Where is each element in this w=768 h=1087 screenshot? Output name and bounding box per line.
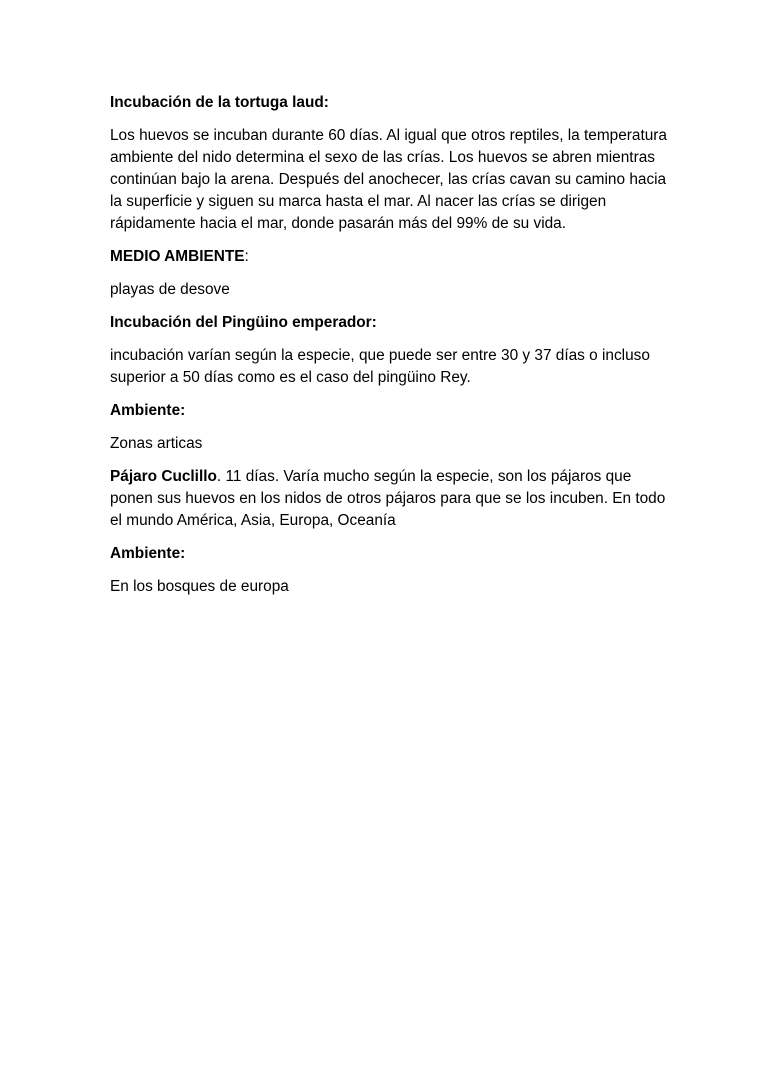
turtle-environment-heading: MEDIO AMBIENTE: [110, 248, 245, 265]
cuckoo-text: . 11 días. Varía mucho según la especie, son los pájaros que ponen sus huevos en los nidos de otros pájaros para que se los incuben. En todo el mundo América, Asia, Europa, Oceanía: [110, 468, 666, 529]
cuckoo-environment-heading: Ambiente:: [110, 545, 186, 562]
turtle-environment-colon: :: [244, 248, 249, 265]
cuckoo-name: Pájaro Cuclillo: [110, 468, 217, 485]
turtle-incubation-heading: Incubación de la tortuga laud:: [110, 94, 329, 111]
cuckoo-environment-text: En los bosques de europa: [110, 578, 289, 595]
penguin-incubation-heading: Incubación del Pingüino emperador:: [110, 314, 377, 331]
cuckoo-paragraph: [110, 466, 670, 532]
turtle-incubation-text: Los huevos se incuban durante 60 días. Al igual que otros reptiles, la temperatura ambiente del nido determina el sexo de las crías. Los huevos se abren mientras continúan bajo la arena. Después del anochecer, las crías cavan su camino hacia la superficie y siguen su marca hasta el mar. Al nacer las crías se dirigen rápidamente hacia el mar, donde pasarán más del 99% de su vida.: [110, 127, 667, 232]
turtle-environment-heading-line: [110, 246, 670, 268]
document-page: [110, 92, 670, 609]
penguin-incubation-text: incubación varían según la especie, que puede ser entre 30 y 37 días o incluso superior a 50 días como es el caso del pingüino Rey.: [110, 347, 650, 386]
penguin-environment-text: Zonas articas: [110, 435, 203, 452]
penguin-environment-heading: Ambiente:: [110, 402, 186, 419]
turtle-environment-text: playas de desove: [110, 281, 230, 298]
